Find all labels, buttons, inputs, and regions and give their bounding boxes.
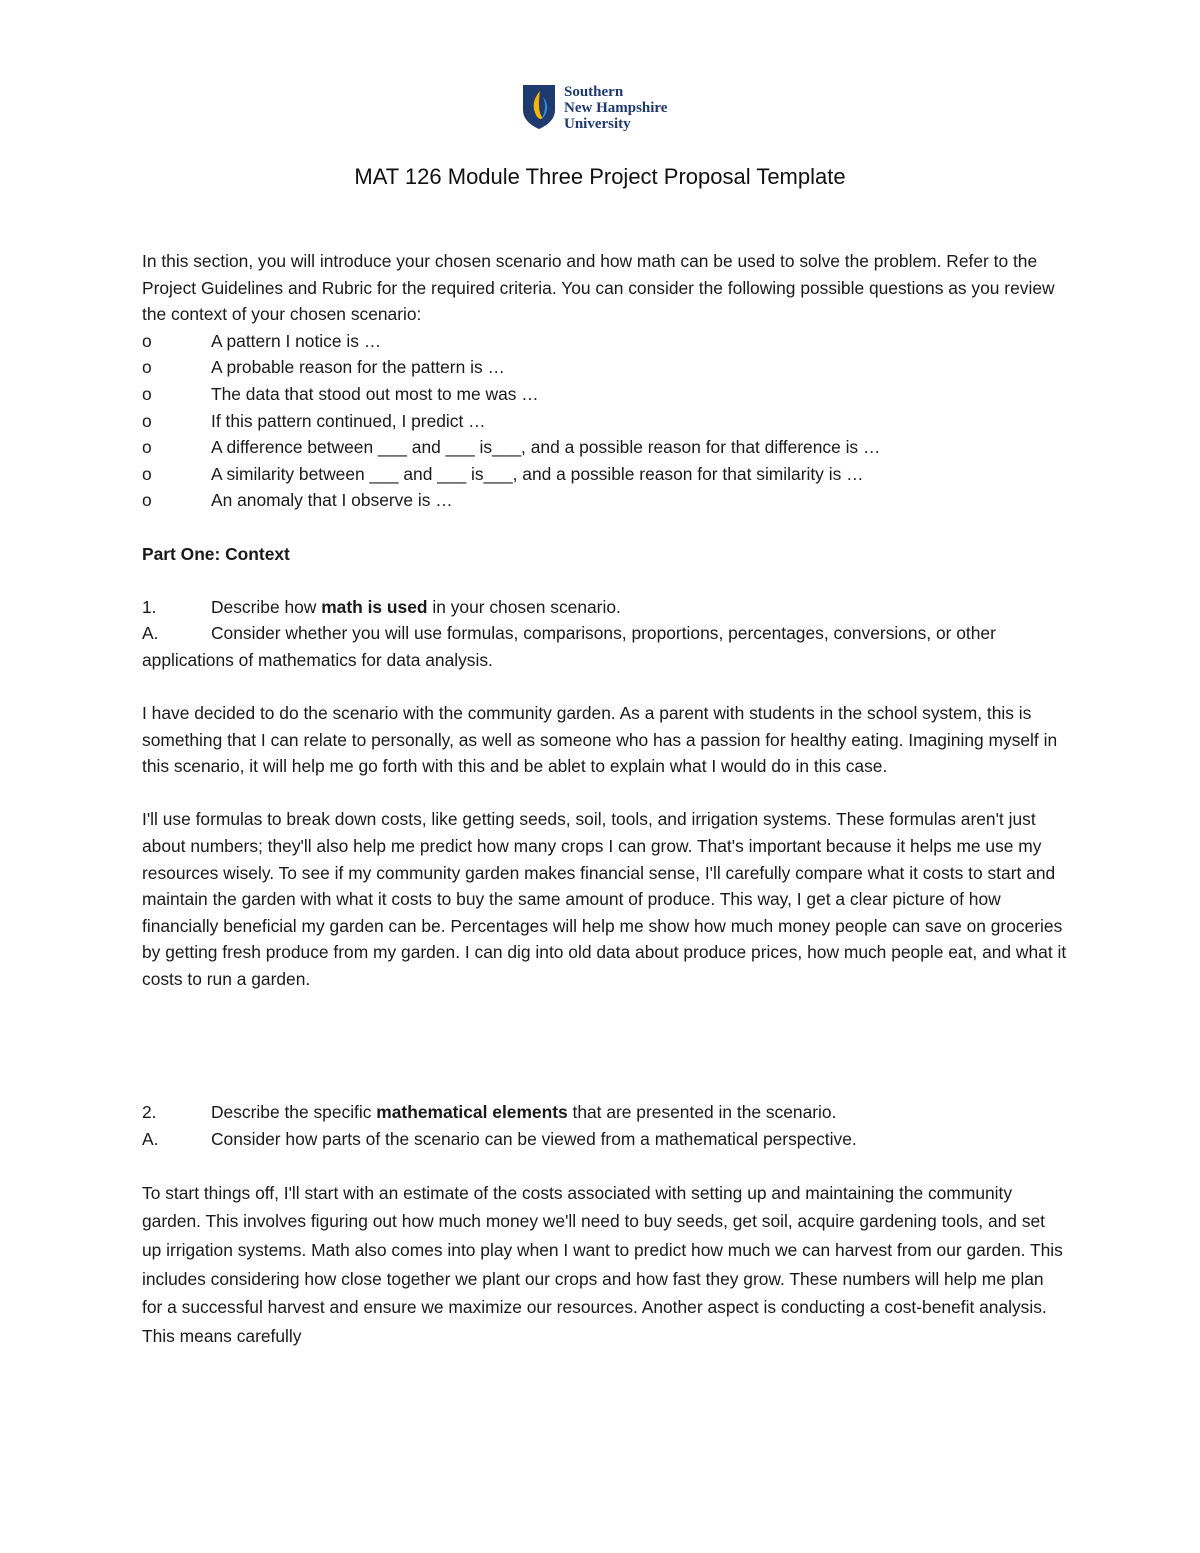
bullet-marker: o: [142, 330, 152, 351]
question-2-pre: Describe the specific: [211, 1102, 377, 1122]
list-item-text: The data that stood out most to me was …: [211, 383, 539, 404]
question-list: [142, 328, 1067, 514]
list-item: [142, 461, 1067, 488]
list-item: [142, 381, 1067, 408]
question-number: 2.: [142, 1102, 157, 1122]
sub-text: Consider how parts of the scenario can be viewed from a mathematical perspective.: [211, 1128, 857, 1149]
list-item: [142, 328, 1067, 355]
question-number: 1.: [142, 596, 157, 617]
bullet-marker: o: [142, 463, 152, 484]
bullet-marker: o: [142, 437, 152, 458]
list-item-text: A difference between ___ and ___ is___, and a possible reason for that difference is …: [211, 437, 881, 458]
section-heading: Part One: Context: [142, 543, 290, 564]
question-1-emphasis: math is used: [321, 596, 428, 617]
question-1-post: in your chosen scenario.: [427, 596, 621, 617]
list-item-text: If this pattern continued, I predict …: [211, 410, 486, 431]
logo-wordmark: [564, 84, 667, 132]
answer-paragraph-3: To start things off, I'll start with an estimate of the costs associated with setting up and maintaining the community garden. This involves figuring out how much money we'll need to buy seeds, get soil, acquire gardening tools, and set up irrigation systems. Math also comes into play when I want to predict how much we can harvest from our garden. This includes considering how close together we plant our crops and how fast they grow. These numbers will help me plan for a successful harvest and ensure we maximize our resources. Another aspect is conducting a cost-benefit analysis. This means carefully: [142, 1182, 1063, 1346]
question-1-pre: Describe how: [211, 596, 322, 617]
question-2-emphasis: mathematical elements: [376, 1102, 568, 1122]
sub-letter: A.: [142, 1128, 159, 1149]
list-item: [142, 408, 1067, 435]
page-title: MAT 126 Module Three Project Proposal Template: [354, 164, 846, 189]
logo-line-2: New Hampshire: [564, 100, 668, 116]
list-item: [142, 487, 1067, 514]
answer-paragraph-1: I have decided to do the scenario with the community garden. As a parent with students in the school system, this is something that I can relate to personally, as well as someone who has a passion for healthy eating. Imagining myself in this scenario, it will help me go forth with this and be ablet to explain what I would do in this case.: [142, 703, 1058, 777]
intro-paragraph: In this section, you will introduce your chosen scenario and how math can be used to solve the problem. Refer to the Project Guidelines and Rubric for the required criteria. You can consider the following possible questions as you review the context of your chosen scenario:: [142, 251, 1055, 325]
flame-shield-icon: [522, 84, 556, 130]
list-item-text: A probable reason for the pattern is …: [211, 357, 505, 378]
document-body: [142, 248, 1067, 1350]
sub-text: Consider whether you will use formulas, comparisons, proportions, percentages, conversions, or other applications of mathematics for data analysis.: [142, 623, 996, 670]
bullet-marker: o: [142, 383, 152, 404]
question-2-post: that are presented in the scenario.: [567, 1102, 837, 1122]
logo-line-3: University: [564, 116, 631, 132]
list-item-text: A pattern I notice is …: [211, 330, 382, 351]
list-item-text: An anomaly that I observe is …: [211, 490, 453, 511]
bullet-marker: o: [142, 490, 152, 511]
bullet-marker: o: [142, 357, 152, 378]
list-item-text: A similarity between ___ and ___ is___, and a possible reason for that similarity is …: [211, 463, 864, 484]
answer-paragraph-2: I'll use formulas to break down costs, like getting seeds, soil, tools, and irrigation systems. These formulas aren't just about numbers; they'll also help me predict how many crops I can grow. That's important because it helps me use my resources wisely. To see if my community garden makes financial sense, I'll carefully compare what it costs to start and maintain the garden with what it costs to buy the same amount of produce. This way, I get a clear picture of how financially beneficial my garden can be. Percentages will help me show how much money people can save on groceries by getting fresh produce from my garden. I can dig into old data about produce prices, how much people eat, and what it costs to run a garden.: [142, 809, 1067, 990]
question-1-sub: [142, 620, 1067, 673]
snhu-logo: [522, 84, 667, 132]
question-2: [142, 1099, 1067, 1126]
sub-letter: A.: [142, 623, 159, 644]
list-item: [142, 434, 1067, 461]
question-1: [142, 594, 1067, 621]
logo-line-1: Southern: [564, 84, 624, 100]
bullet-marker: o: [142, 410, 152, 431]
list-item: [142, 354, 1067, 381]
question-2-sub: [142, 1126, 1067, 1153]
